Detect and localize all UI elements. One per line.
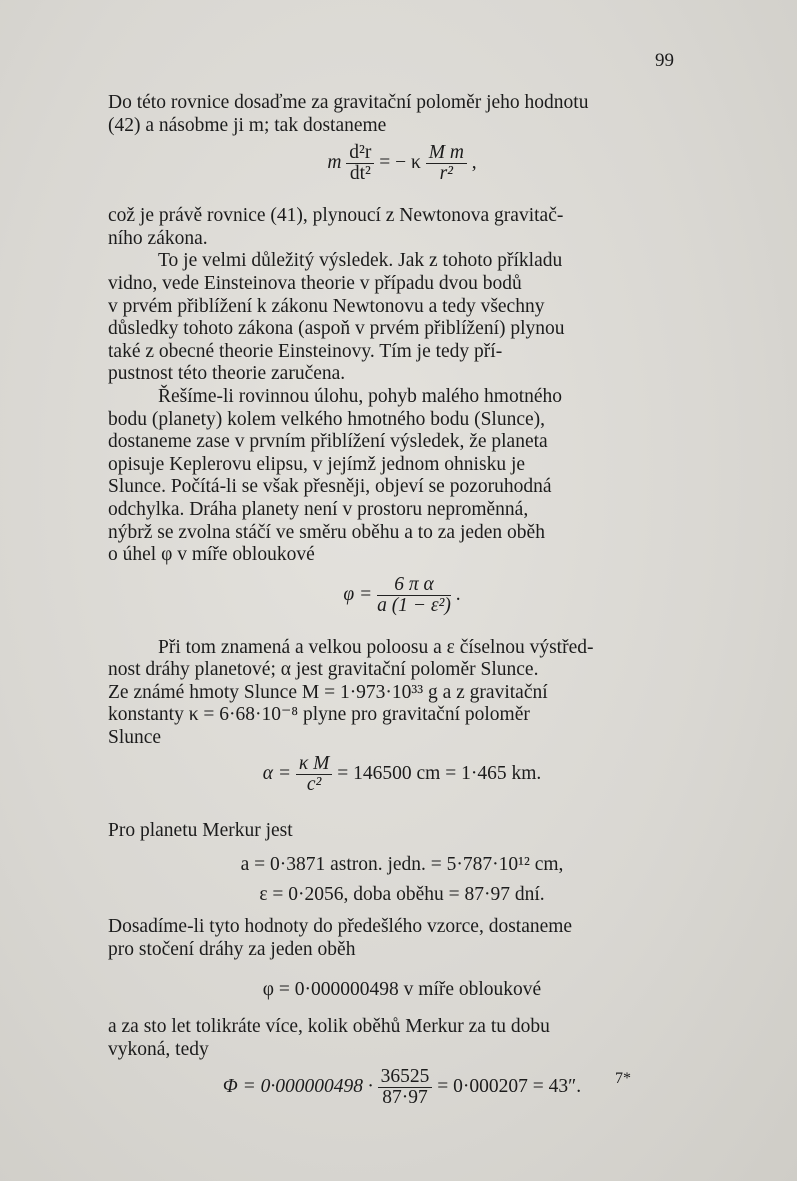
fraction: $\frac{\text{d²r}}{\text{dt²}}$ [346, 143, 374, 184]
equation-5: φ = 0·000000498 v míře obloukové [262, 979, 542, 1001]
paragraph-1 [108, 92, 696, 137]
fraction: $\frac{36525}{87\cdot 97}$ [378, 1067, 433, 1108]
fraction: $\frac{\text{6 π α}}{\text{a (1 − ε²)}}$ [377, 573, 451, 616]
paragraph-2: což je právě rovnice (41), plynoucí z Newtonova gravitač- ního zákona. [108, 205, 564, 249]
equation-4: a = 0·3871 astron. jedn. = 5·787·10¹² cm, ε = 0·2056, doba oběhu = 87·97 dní. [240, 854, 564, 906]
fraction: $\frac{\text{κ M}}{\text{c²}}$ [296, 754, 332, 795]
eq-symbol: m [327, 152, 342, 174]
equation-3: α = $\frac{\text{κ M}}{\text{c²}}$ = 146500 cm = 1·465 km. [262, 752, 542, 795]
paragraph-6: Pro planetu Merkur jest [108, 819, 293, 841]
paragraph-3: To je velmi důležitý výsledek. Jak z tohoto příkladu vidno, vede Einsteinova theorie v případu dvou bodů v prvém přiblížení k zákonu Newtonovu a tedy všechny důsledky tohoto zákona (aspoň v prvém přiblížení) plynou také z obecné theorie Einsteinovy. Tím je tedy pří- pustnost této theorie zaručena. [108, 250, 565, 385]
paragraph-8: a za sto let tolikráte více, kolik oběhů Merkur za tu dobu vykoná, tedy [108, 1016, 550, 1060]
signature-mark: 7* [615, 1070, 631, 1087]
equation-1: m $\frac{\text{d²r}}{\text{dt²}}$ = − κ $\frac{\text{M m}}{\text{r²}}$ , [327, 142, 477, 185]
paragraph-7: Dosadíme-li tyto hodnoty do předešlého vzorce, dostaneme pro stočení dráhy za jeden oběh [108, 916, 573, 960]
text-line: (42) a násobme ji m; tak dostaneme [108, 114, 387, 136]
paragraph-4: Řešíme-li rovinnou úlohu, pohyb malého hmotného bodu (planety) kolem velkého hmotného bodu (Slunce), dostaneme zase v prvním přiblížení výsledek, že planeta opisuje Keplerovu elipsu, v jejímž jednom ohnisku je Slunce. Počítá-li se však přesněji, objeví se pozoruhodná odchylka. Dráha planety není v prostoru neproměnná, nýbrž se zvolna stáčí ve směru oběhu a to za jeden oběh o úhel φ v míře obloukové [108, 385, 563, 566]
equation-2: φ = $\frac{\text{6 π α}}{\text{a (1 − ε²)}}$ . [343, 573, 461, 616]
paragraph-5: Při tom znamená a velkou poloosu a ε číselnou výstřed- nost dráhy planetové; α jest gravitační poloměr Slunce. Ze známé hmoty Slunce M = 1·973·10³³ g a z gravitační konstanty κ = 6·68·10⁻⁸ plyne pro gravitační poloměr Slunce [108, 636, 594, 749]
fraction: $\frac{\text{M m}}{\text{r²}}$ [426, 143, 467, 184]
page-number: 99 [655, 50, 674, 71]
eq-operator: = − κ [379, 152, 421, 174]
text-line: Do této rovnice dosaďme za gravitační poloměr jeho hodnotu [108, 92, 589, 113]
page-body [108, 92, 696, 1123]
equation-6: Φ = 0·000000498 · $\frac{36525}{87\cdot 97}$ = 0·000207 = 43″. [222, 1066, 582, 1109]
